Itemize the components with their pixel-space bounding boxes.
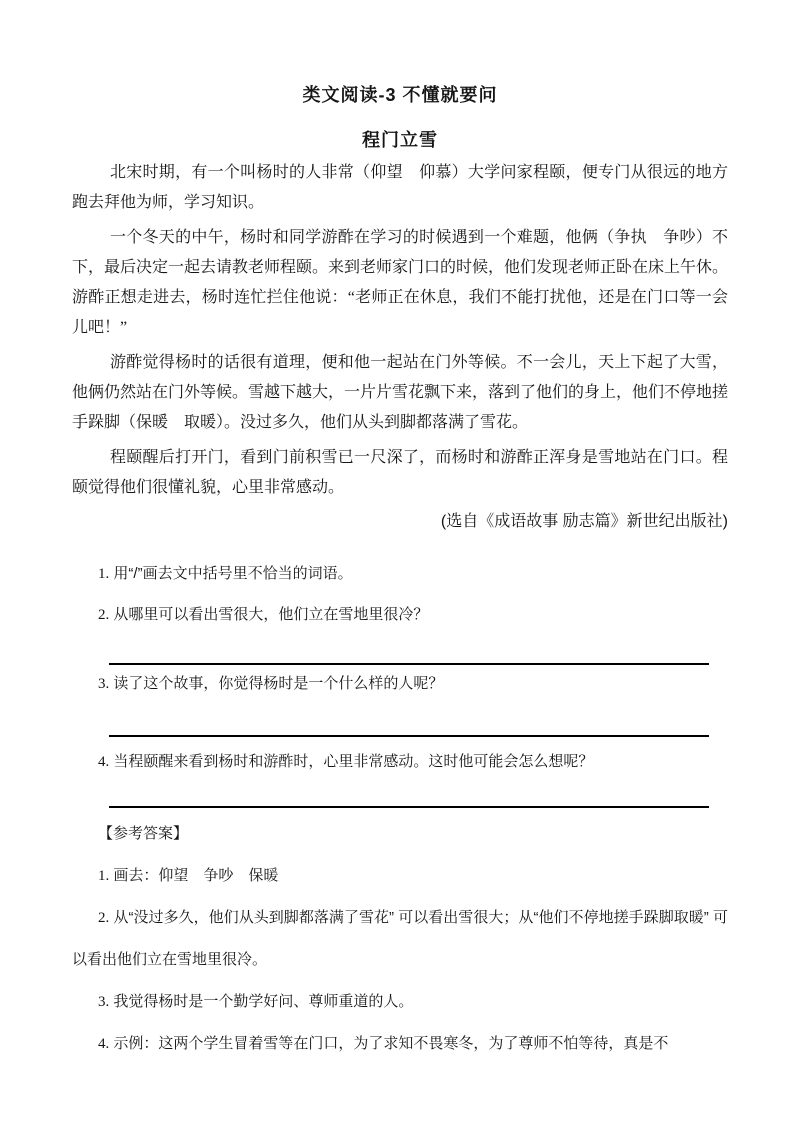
question-2 [72, 603, 728, 627]
answer-blank-line-1 [109, 663, 709, 665]
answer-3-number: 3. [98, 994, 110, 1010]
answer-blank-line-3 [109, 806, 709, 808]
answer-1 [72, 855, 728, 897]
question-2-number: 2. [98, 607, 110, 623]
answer-4-number: 4. [98, 1036, 110, 1052]
question-3-number: 3. [98, 676, 110, 692]
answer-2-number: 2. [98, 910, 110, 926]
story-paragraph-4: 程颐醒后打开门，看到门前积雪已一尺深了，而杨时和游酢正浑身是雪地站在门口。程颐觉得他们很懂礼貌，心里非常感动。 [72, 449, 728, 496]
question-4-text: 当程颐醒来看到杨时和游酢时，心里非常感动。这时他可能会怎么想呢？ [113, 753, 594, 770]
answers-header: 【参考答案】 [98, 825, 189, 842]
story-paragraph-3: 游酢觉得杨时的话很有道理，便和他一起站在门外等候。不一会儿，天上下起了大雪，他俩仍然站在门外等候。雪越下越大，一片片雪花飘下来，落到了他们的身上，他们不停地搓手跺脚（保暖 取暖）。没过多久，他们从头到脚都落满了雪花。 [72, 354, 729, 431]
reference-answers-section [72, 813, 728, 1065]
question-4-number: 4. [98, 754, 110, 770]
question-1-number: 1. [98, 566, 110, 582]
answer-2-text: 从“没过多久，他们从头到脚都落满了雪花” 可以看出雪很大；从“他们不停地搓手跺脚取暖” 可以看出他们立在雪地里很冷。 [72, 909, 728, 968]
page-title: 类文阅读-3 不懂就要问 [302, 85, 498, 105]
question-3-text: 读了这个故事，你觉得杨时是一个什么样的人呢？ [113, 675, 444, 692]
answer-3 [72, 981, 728, 1023]
story-body [72, 158, 728, 503]
answer-4 [72, 1023, 728, 1065]
source-attribution: (选自《成语故事 励志篇》新世纪出版社) [440, 513, 728, 530]
answer-1-number: 1. [98, 868, 110, 884]
question-3 [72, 672, 728, 696]
question-1-text: 用“/”画去文中括号里不恰当的词语。 [113, 565, 353, 582]
answer-blank-line-2 [109, 735, 709, 737]
answer-1-text: 画去：仰望 争吵 保暖 [113, 867, 279, 884]
questions-section [72, 562, 728, 808]
story-paragraph-2: 一个冬天的中午，杨时和同学游酢在学习的时候遇到一个难题，他俩（争执 争吵）不下，最后决定一起去请教老师程颐。来到老师家门口的时候，他们发现老师正卧在床上午休。游酢正想走进去，杨时连忙拦住他说：“老师正在休息，我们不能打扰他，还是在门口等一会儿吧！” [72, 229, 729, 336]
story-paragraph-1: 北宋时期，有一个叫杨时的人非常（仰望 仰慕）大学问家程颐，便专门从很远的地方跑去拜他为师，学习知识。 [72, 164, 728, 211]
page-content [72, 0, 728, 1065]
question-2-text: 从哪里可以看出雪很大，他们立在雪地里很冷？ [113, 606, 429, 623]
question-1 [72, 562, 728, 586]
answer-2 [72, 897, 728, 981]
answer-3-text: 我觉得杨时是一个勤学好问、尊师重道的人。 [113, 993, 414, 1010]
story-title: 程门立雪 [362, 130, 438, 150]
question-4 [72, 750, 728, 774]
answer-4-text: 示例：这两个学生冒着雪等在门口，为了求知不畏寒冬，为了尊师不怕等待，真是不 [113, 1035, 669, 1052]
